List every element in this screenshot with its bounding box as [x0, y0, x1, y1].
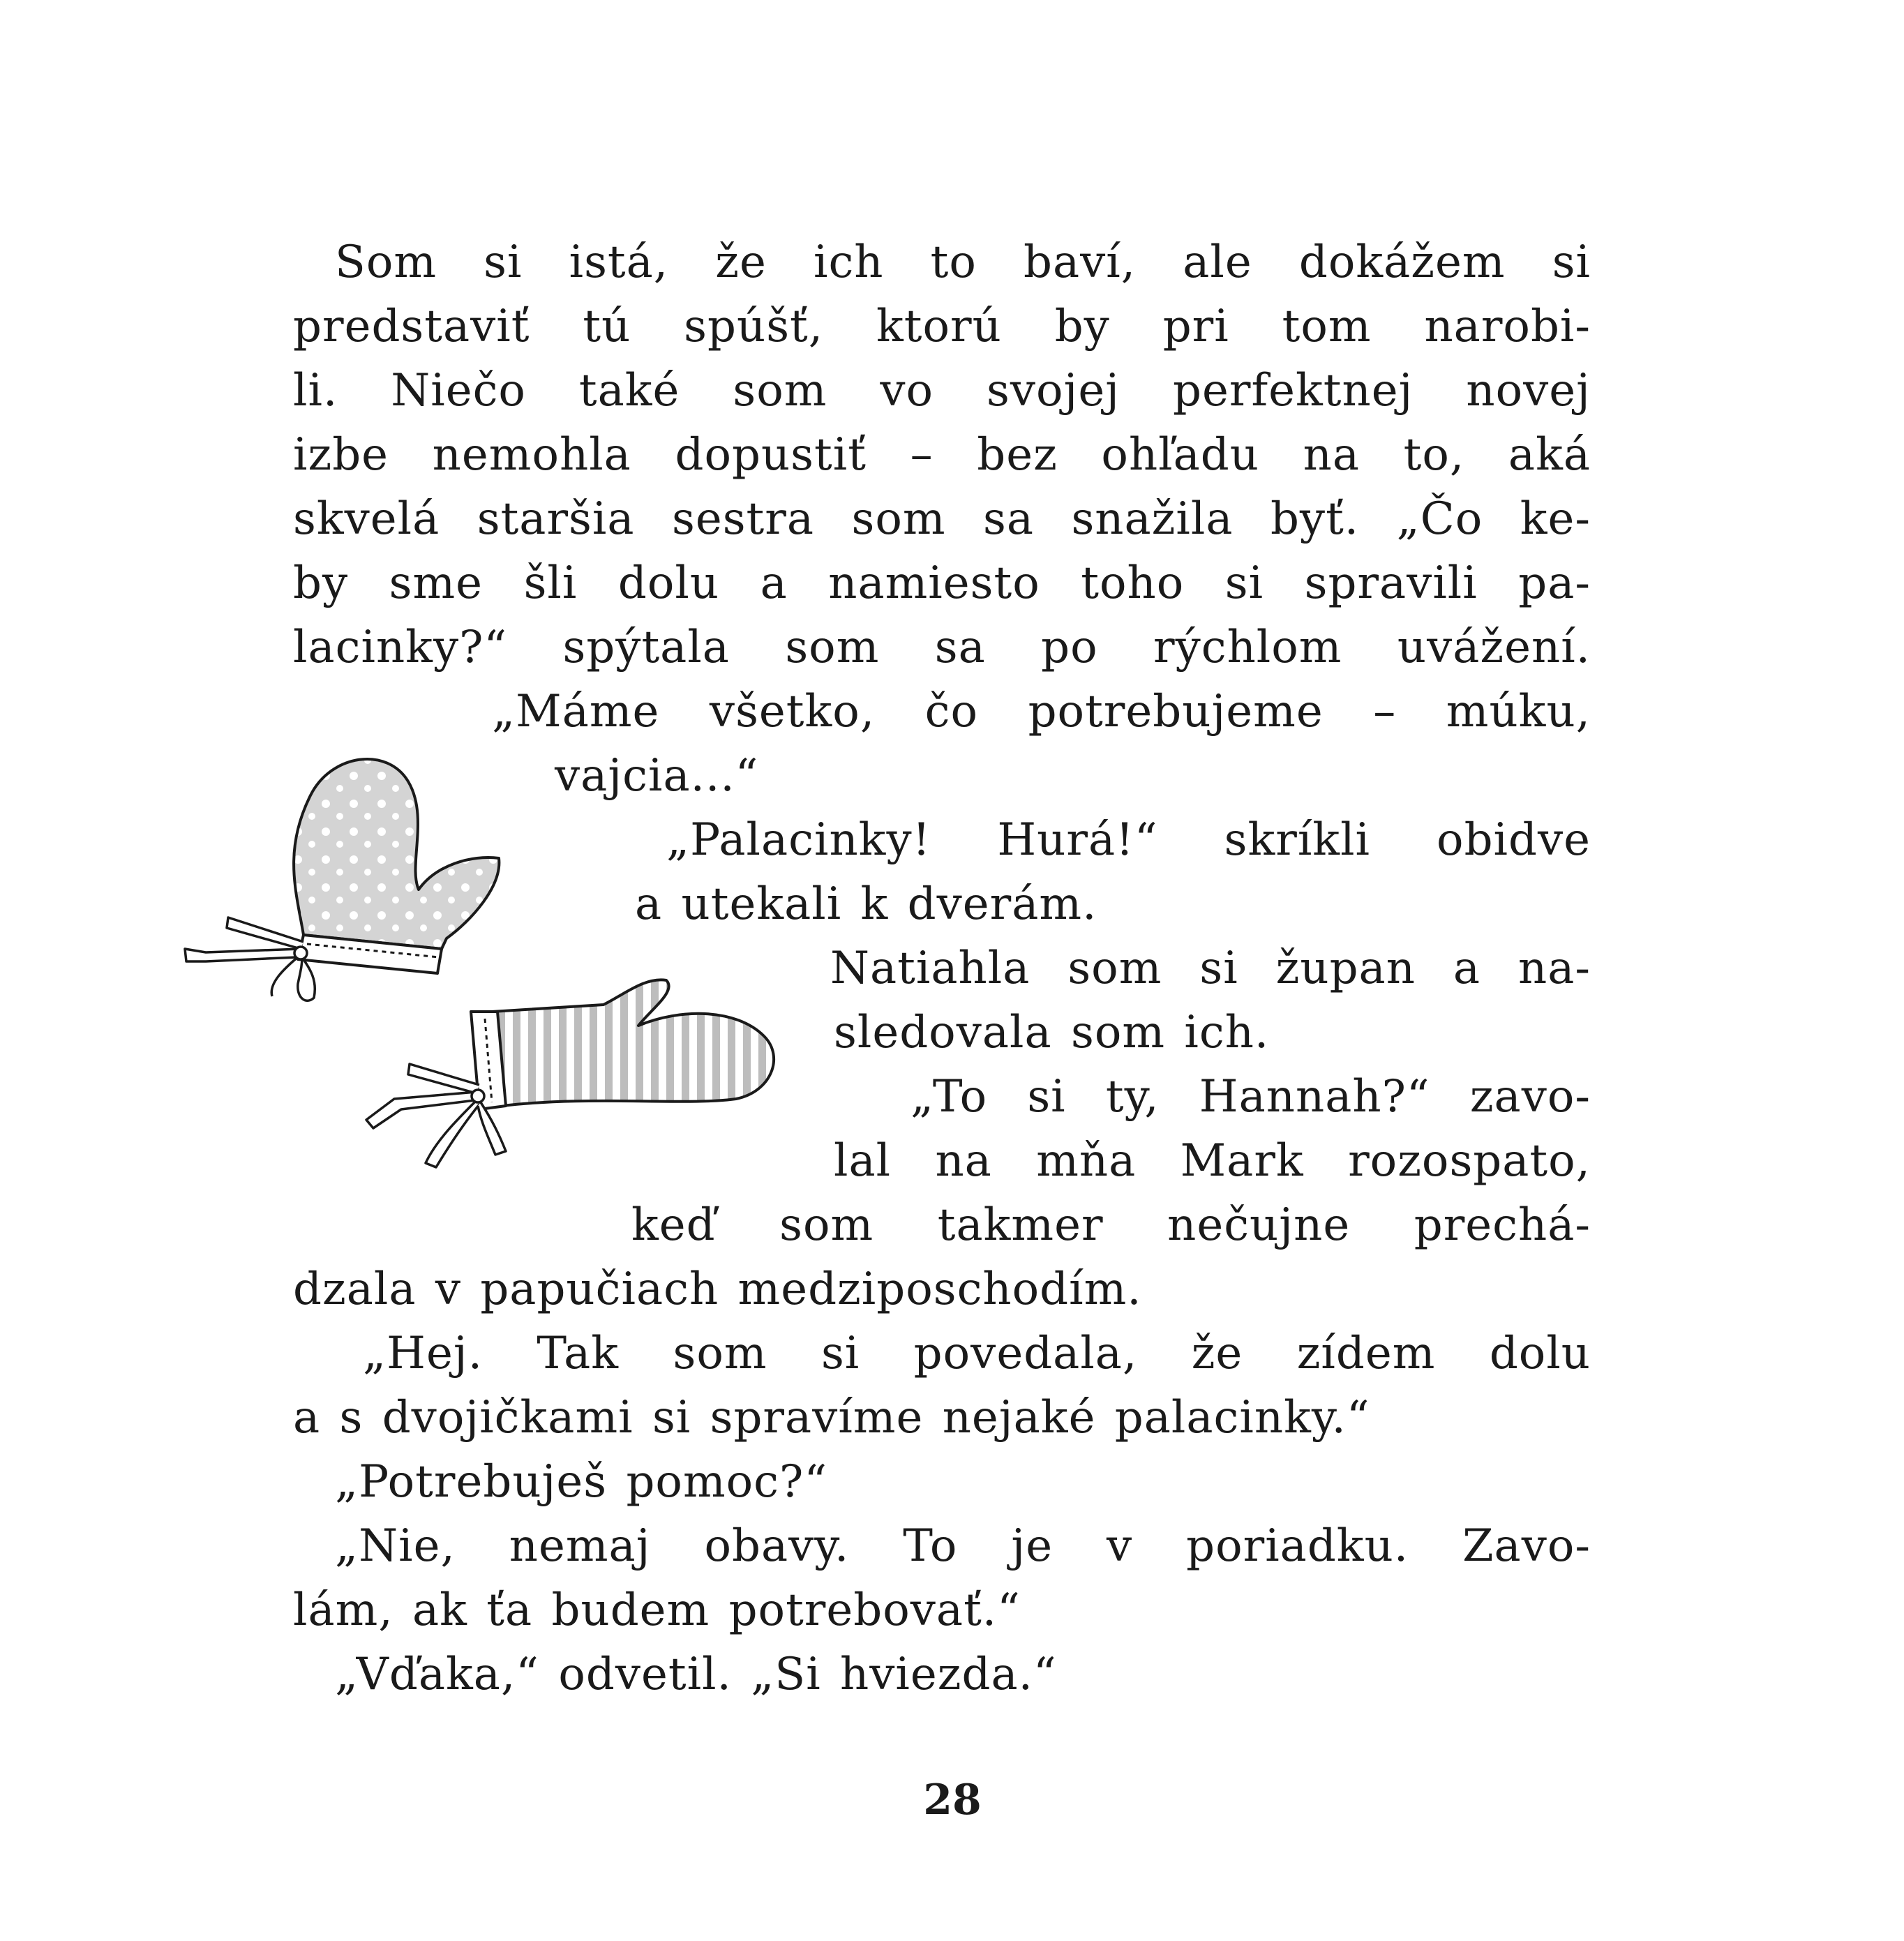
text-line-11: a utekali k dverám. [635, 878, 1097, 930]
text-line-1: Som si istá, že ich to baví, ale dokážem si [335, 237, 1591, 288]
text-line-18: „Hej. Tak som si povedala, že zídem dolu [363, 1328, 1591, 1379]
text-line-4: izbe nemohla dopustiť – bez ohľadu na to, aká [293, 429, 1591, 481]
oven-mitt-striped-illustration [359, 966, 785, 1176]
text-line-7: lacinky?“ spýtala som sa po rýchlom uvážení. [293, 622, 1591, 673]
text-line-10: „Palacinky! Hurá!“ skríkli obidve [666, 814, 1591, 866]
text-line-15: lal na mňa Mark rozospato, [834, 1135, 1591, 1187]
text-line-20: „Potrebuješ pomoc?“ [335, 1456, 828, 1508]
text-line-19: a s dvojičkami si spravíme nejaké palacinky.“ [293, 1392, 1370, 1444]
text-line-13: sledovala som ich. [834, 1007, 1270, 1058]
text-line-2: predstaviť tú spúšť, ktorú by pri tom narobi- [293, 301, 1591, 352]
page-number: 28 [923, 1776, 982, 1824]
text-line-14: „To si ty, Hannah?“ zavo- [910, 1071, 1591, 1123]
text-line-21: „Nie, nemaj obavy. To je v poriadku. Zavo- [335, 1520, 1591, 1572]
text-line-22: lám, ak ťa budem potrebovať.“ [293, 1584, 1021, 1636]
text-line-3: li. Niečo také som vo svojej perfektnej novej [293, 365, 1591, 417]
text-line-6: by sme šli dolu a namiesto toho si spravili pa- [293, 557, 1591, 609]
text-line-12: Natiahla som si župan a na- [830, 943, 1591, 994]
text-line-9: vajcia...“ [555, 750, 759, 802]
text-line-5: skvelá staršia sestra som sa snažila byť. „Čo ke- [293, 493, 1591, 545]
text-line-16: keď som takmer nečujne prechá- [631, 1199, 1591, 1251]
text-line-23: „Vďaka,“ odvetil. „Si hviezda.“ [335, 1649, 1057, 1700]
text-line-17: dzala v papučiach medziposchodím. [293, 1264, 1142, 1315]
text-line-8: „Máme všetko, čo potrebujeme – múku, [492, 686, 1591, 737]
